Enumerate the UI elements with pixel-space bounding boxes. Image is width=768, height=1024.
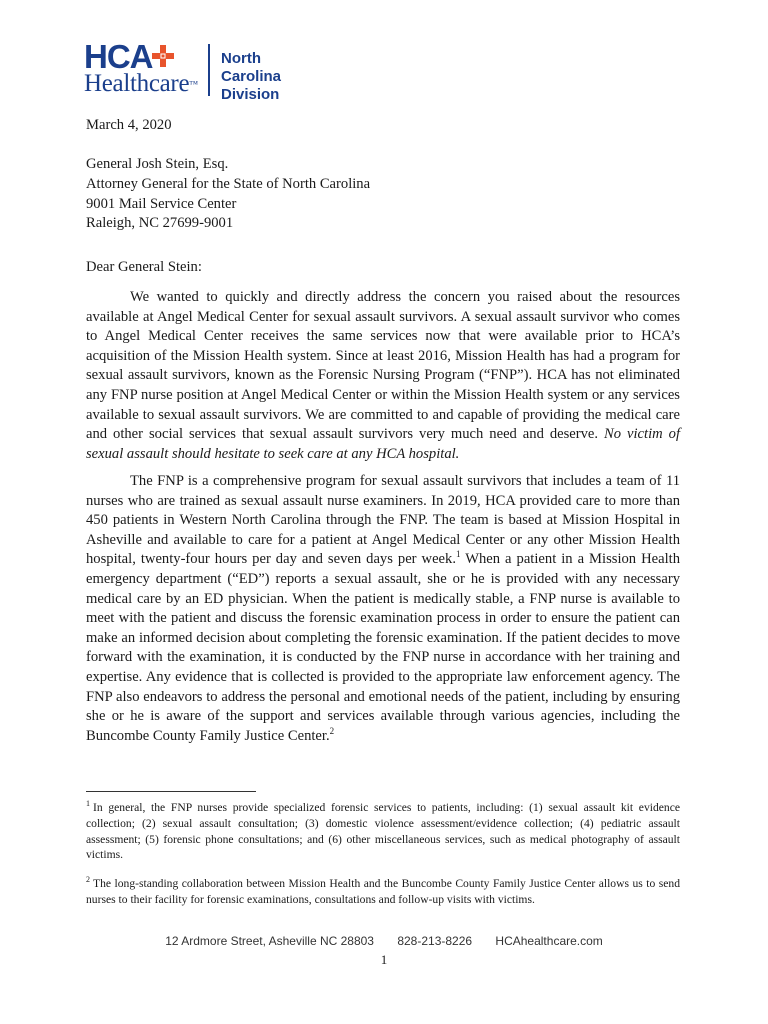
address-line: Attorney General for the State of North Carolina	[86, 175, 371, 192]
footer-phone: 828-213-8226	[397, 934, 473, 948]
footnote-text: The long-standing collaboration between Mission Health and the Buncombe County Family Justice Center allows us to send nurses to their facility for forensic examinations, consultations and follow-up visits with victims.	[86, 877, 680, 906]
footnote-text: In general, the FNP nurses provide specialized forensic services to patients, including: (1) sexual assault kit evidence collection; (2) sexual assault consultation; (3) domestic violence assessment/evidence collection; (4) pediatric assault assessment; (5) forensic phone consultations; and (6) other miscellaneous services, such as medical photography of assault victims.	[86, 801, 680, 862]
footnote-1	[86, 800, 680, 863]
salutation: Dear General Stein:	[86, 259, 202, 275]
footnote-ref-2[interactable]: 2	[329, 725, 335, 736]
logo-healthcare-text: Healthcare™	[84, 70, 198, 97]
address-line: 9001 Mail Service Center	[86, 195, 237, 212]
logo-divider	[208, 44, 210, 96]
recipient-address	[86, 155, 680, 234]
paragraph-text: We wanted to quickly and directly address the concern you raised about the resources available at Angel Medical Center for sexual assault survivors. A sexual assault survivor who comes to Angel Medical Center receives the same services now that were available prior to HCA’s acquisition of the Mission Health system. Since at least 2016, Mission Health has had a program for sexual assault survivors, known as the Forensic Nursing Program (“FNP”). HCA has not eliminated any FNP nurse position at Angel Medical Center or within the Mission Health system or any services available to sexual assault survivors. We are committed to and capable of providing the medical care and other social services that sexual assault survivors very much need and deserve.	[86, 289, 680, 443]
footnote-mark: 2	[86, 875, 90, 885]
emphasis-text: No victim of sexual assault should hesitate to seek care at any HCA hospital.	[86, 426, 680, 462]
body-paragraph-2	[86, 472, 680, 746]
footnote-ref-1[interactable]: 1	[455, 549, 461, 560]
footer-contact	[0, 934, 768, 948]
letter-date: March 4, 2020	[86, 117, 172, 133]
address-line: General Josh Stein, Esq.	[86, 156, 229, 172]
footnote-mark: 1	[86, 799, 90, 809]
address-line: Raleigh, NC 27699-9001	[86, 215, 234, 232]
paragraph-text: The FNP is a comprehensive program for sexual assault survivors that includes a team of 11 nurses who are trained as sexual assault nurse examiners. In 2019, HCA provided care to more than 450 patients in Western North Carolina through the FNP. The team is based at Mission Hospital in Asheville and available to care for a patient at Angel Medical Center or any other Mission Health hospital, twenty-four hours per day and seven days per week.	[86, 473, 680, 568]
hca-cross-icon	[152, 45, 174, 67]
division-name: North Carolina Division	[221, 50, 282, 103]
paragraph-text: When a patient in a Mission Health emergency department (“ED”) reports a sexual assault, she or he is provided with any necessary medical care by an ED physician. When the patient is medically stable, a FNP nurse is available to meet with the patient and discuss the forensic examination process in order to ensure the patient can make an informed decision about completing the forensic examination. If the patient decides to move forward with the examination, it is conducted by the FNP nurse in accordance with her training and expertise. Any evidence that is collected is provided to the appropriate law enforcement agency. The FNP also endeavors to address the personal and emotional needs of the patient, including by ensuring she or he is aware of the support and services available through various agencies, including the Buncombe County Family Justice Center.	[86, 551, 680, 744]
page-number: 1	[380, 952, 388, 967]
body-paragraph-1	[86, 288, 680, 464]
logo-hca-text: HCA	[84, 38, 153, 75]
footer-address: 12 Ardmore Street, Asheville NC 28803	[165, 934, 374, 948]
footnote-divider	[86, 791, 256, 792]
footer-website[interactable]: HCAhealthcare.com	[495, 934, 603, 948]
footnote-2	[86, 876, 680, 908]
